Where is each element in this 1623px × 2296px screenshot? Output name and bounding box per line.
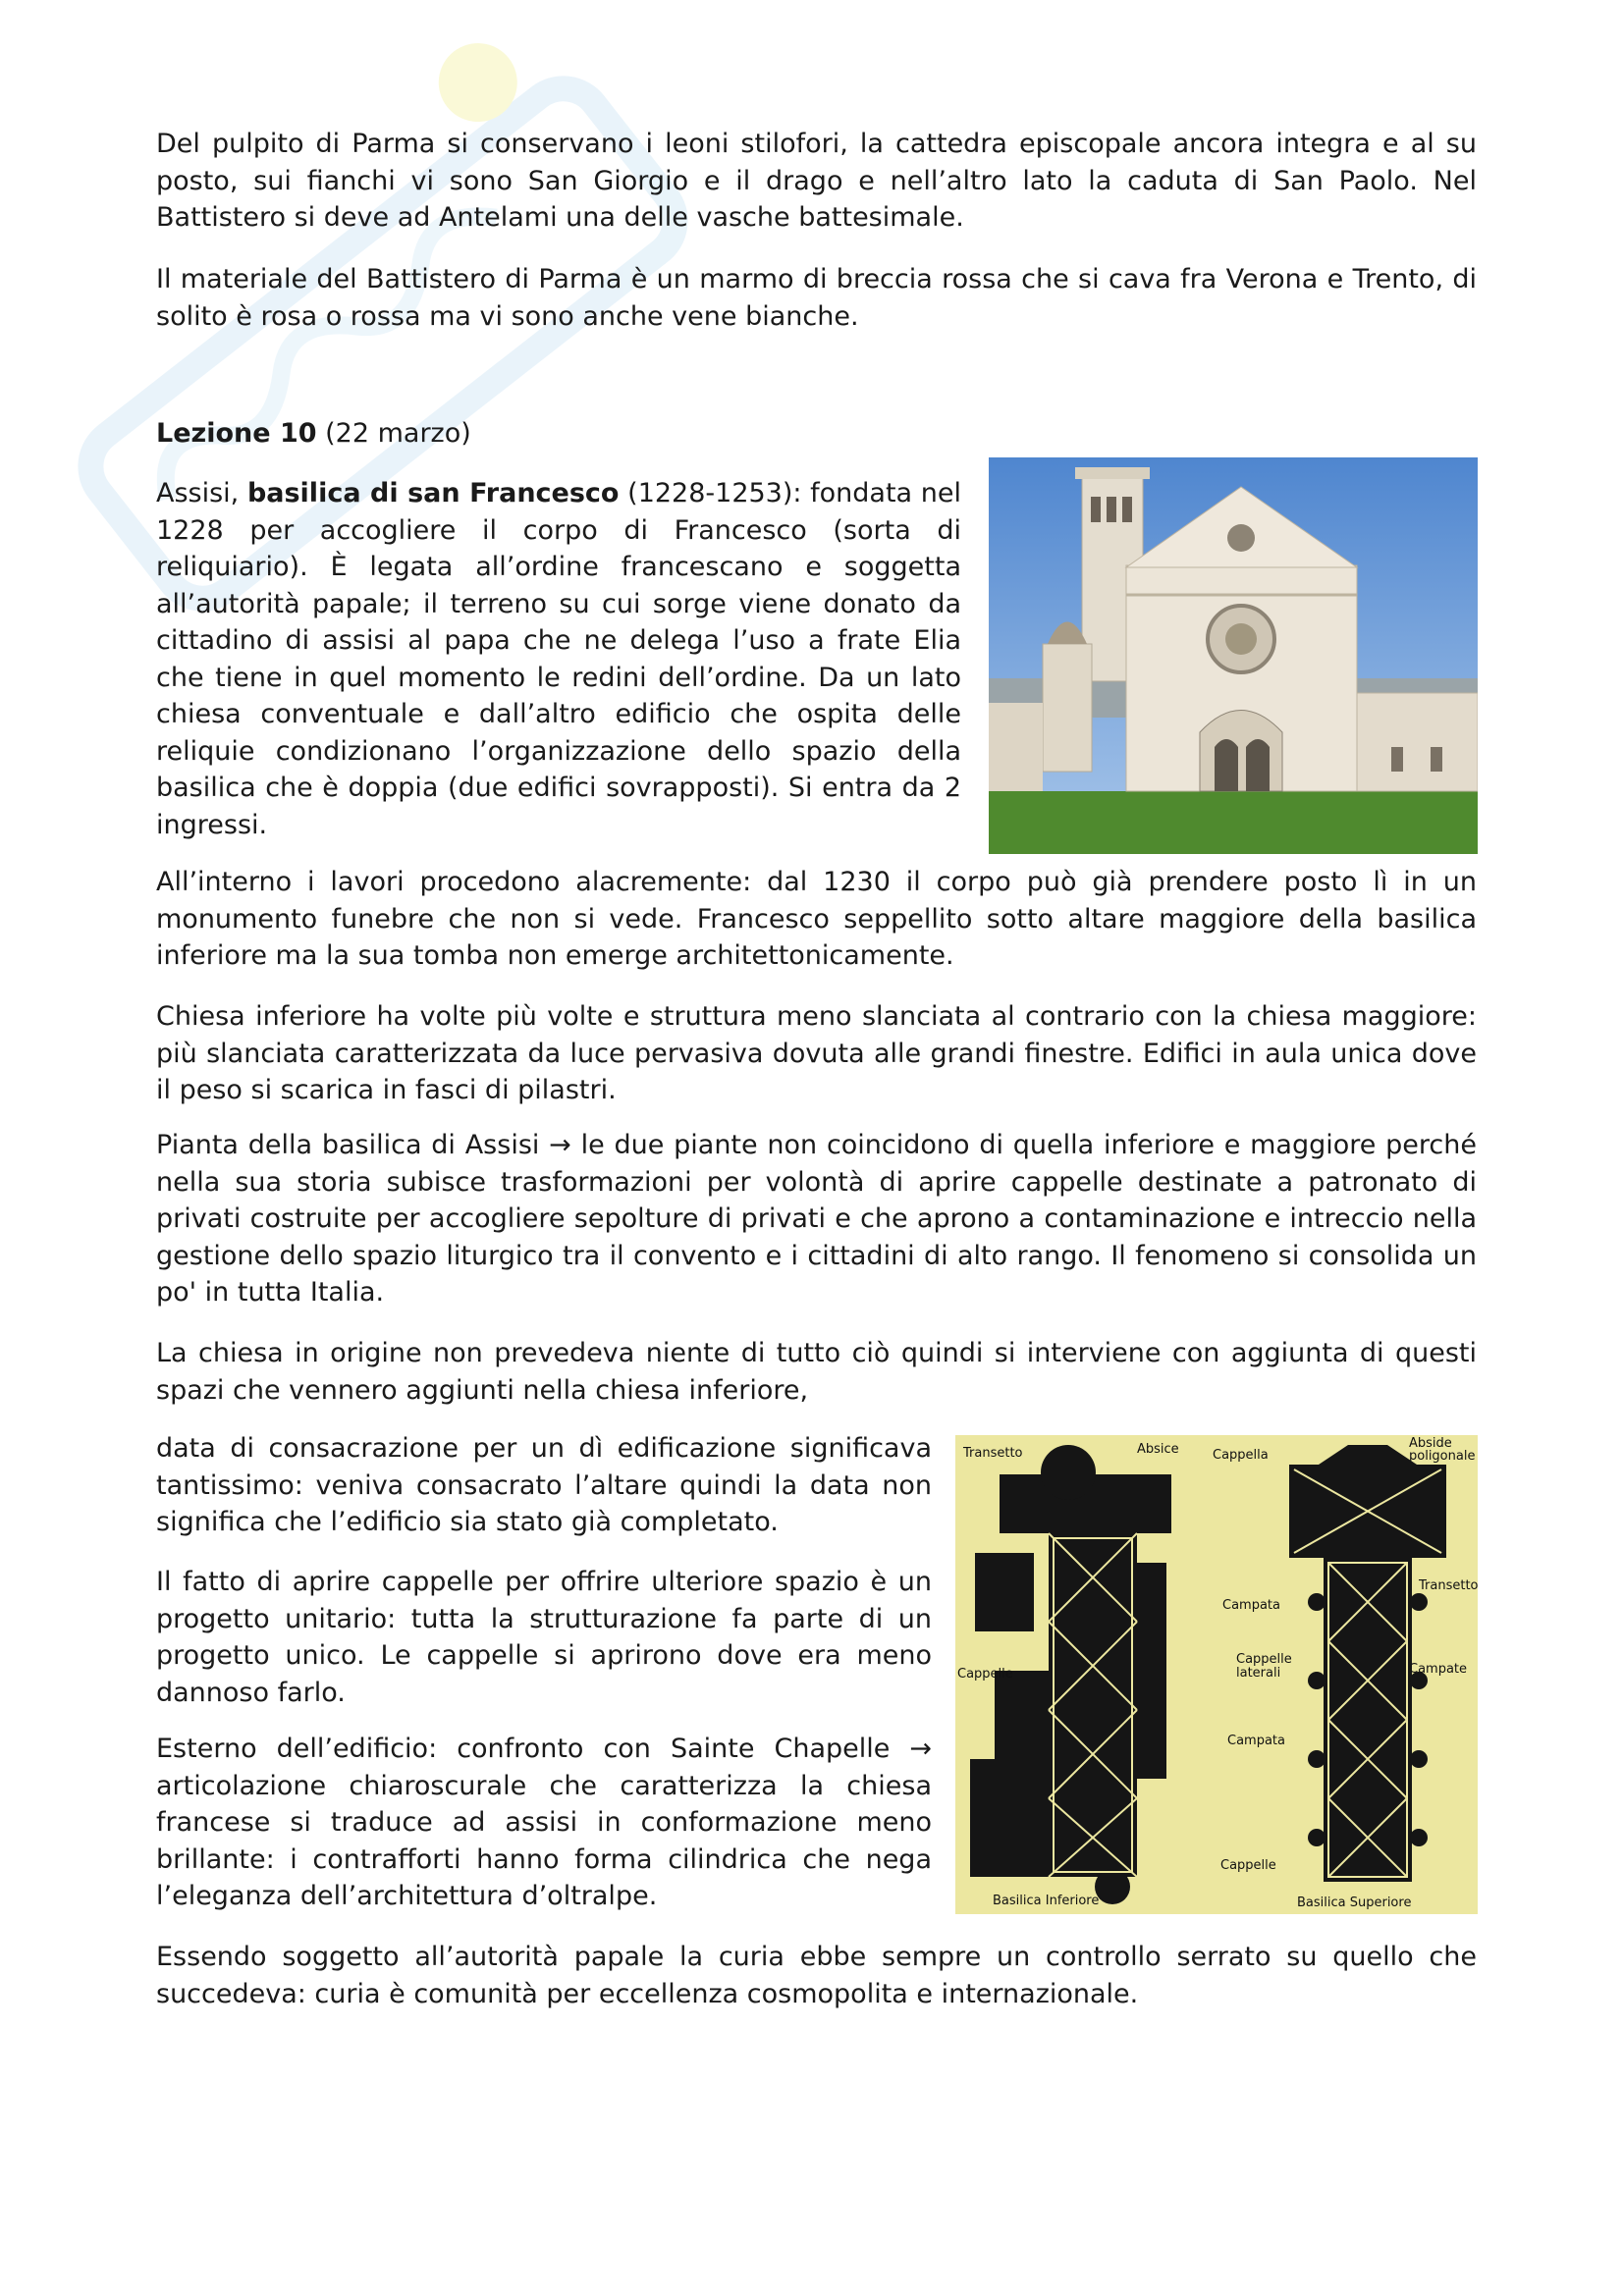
- lesson-date: (22 marzo): [325, 418, 471, 449]
- paragraph-interno: All’interno i lavori procedono alacremente: dal 1230 il corpo può già prendere posto lì in un monumento funebre che non si vede. Francesco seppellito sotto altare maggiore della basilica inferiore ma la sua tomba non emerge architettonicamente.: [156, 867, 1477, 971]
- paragraph-chiesa-inferiore: Chiesa inferiore ha volte più volte e struttura meno slanciata al contrario con la chiesa maggiore: più slanciata caratterizzata da luce pervasiva dovuta alle grandi finestre. Edifici in aula unica dove il peso si scarica in fasci di pilastri.: [156, 1001, 1477, 1105]
- label-abside-poligonale-2: poligonale: [1409, 1449, 1476, 1464]
- label-absice: Absice: [1137, 1442, 1179, 1457]
- label-basilica-superiore: Basilica Superiore: [1297, 1896, 1412, 1910]
- paragraph-esterno: Esterno dell’edificio: confronto con Sainte Chapelle → articolazione chiaroscurale che caratterizza la chiesa francese si traduce ad assisi in conformazione meno brillante: i contrafforti hanno forma cilindrica che nega l’eleganza dell’architettura d’oltralpe.: [156, 1734, 932, 1911]
- label-abside-poligonale-1: Abside: [1409, 1436, 1452, 1451]
- text-assisi: Assisi,: [156, 478, 240, 508]
- paragraph-cappelle: Il fatto di aprire cappelle per offrire ulteriore spazio è un progetto unitario: tutta la strutturazione fa parte di un progetto unico. Le cappelle si aprirono dove era meno dannoso farlo.: [156, 1567, 932, 1708]
- lesson-number: Lezione 10: [156, 418, 317, 449]
- basilica-floor-plans: [955, 1435, 1478, 1914]
- label-campate-right: Campate: [1409, 1662, 1468, 1677]
- label-cappelle-bottom: Cappelle: [1220, 1858, 1276, 1873]
- lesson-heading: [156, 415, 471, 453]
- paragraph-materiale: Il materiale del Battistero di Parma è un marmo di breccia rossa che si cava fra Verona e Trento, di solito è rosa o rossa ma vi sono anche vene bianche.: [156, 264, 1477, 332]
- label-cappella-top: Cappella: [1213, 1448, 1269, 1463]
- paragraph-pianta: Pianta della basilica di Assisi → le due piante non coincidono di quella inferiore e maggiore perché nella sua storia subisce trasformazioni per volontà di aprire cappelle destinate a patronato di privati costruite per accogliere sepolture di privati e che aprono a contaminazione e intreccio nella gestione dello spazio liturgico tra il convento e i cittadini di alto rango. Il fenomeno si consolida un po' in tutta Italia.: [156, 1130, 1477, 1308]
- label-basilica-inferiore: Basilica Inferiore: [993, 1894, 1100, 1908]
- paragraph-curia: Essendo soggetto all’autorità papale la curia ebbe sempre un controllo serrato su quello che succedeva: curia è comunità per eccellenza cosmopolita e internazionale.: [156, 1942, 1477, 2009]
- label-transetto-left: Transetto: [963, 1446, 1023, 1461]
- label-cappelle-left: Cappelle: [957, 1667, 1013, 1682]
- paragraph-basilica: [156, 475, 961, 843]
- label-transetto-right: Transetto: [1419, 1578, 1478, 1593]
- text-basilica-desc: (1228-1253): fondata nel 1228 per accogliere il corpo di Francesco (sorta di reliquiario). È legata all’ordine francescano e soggetta all’autorità papale; il terreno su cui sorge viene donato da cittadino di assisi al papa che ne delega l’uso a frate Elia che tiene in quel momento le redini dell’ordine. Da un lato chiesa conventuale e dall’altro edificio che ospita delle reliquie condizionano l’organizzazione dello spazio della basilica che è doppia (due edifici sovrapposti). Si entra da 2 ingressi.: [156, 478, 961, 840]
- label-cappelle-laterali-1: Cappelle: [1236, 1652, 1292, 1667]
- label-cappelle-laterali-2: laterali: [1236, 1666, 1281, 1681]
- label-campata-2: Campata: [1227, 1734, 1285, 1748]
- paragraph-consacrazione: data di consacrazione per un dì edificazione significava tantissimo: veniva consacrato l’altare quindi la data non significa che l’edificio sia stato già completato.: [156, 1433, 932, 1537]
- paragraph-pulpito: Del pulpito di Parma si conservano i leoni stilofori, la cattedra episcopale ancora integra e al su posto, sui fianchi vi sono San Giorgio e il drago e nell’altro lato la caduta di San Paolo. Nel Battistero si deve ad Antelami una delle vasche battesimale.: [156, 129, 1477, 233]
- paragraph-origine: La chiesa in origine non prevedeva niente di tutto ciò quindi si interviene con aggiunta di questi spazi che vennero aggiunti nella chiesa inferiore,: [156, 1338, 1477, 1406]
- label-campata-1: Campata: [1222, 1598, 1280, 1613]
- basilica-photo: [989, 457, 1478, 854]
- text-basilica-name: basilica di san Francesco: [246, 478, 620, 508]
